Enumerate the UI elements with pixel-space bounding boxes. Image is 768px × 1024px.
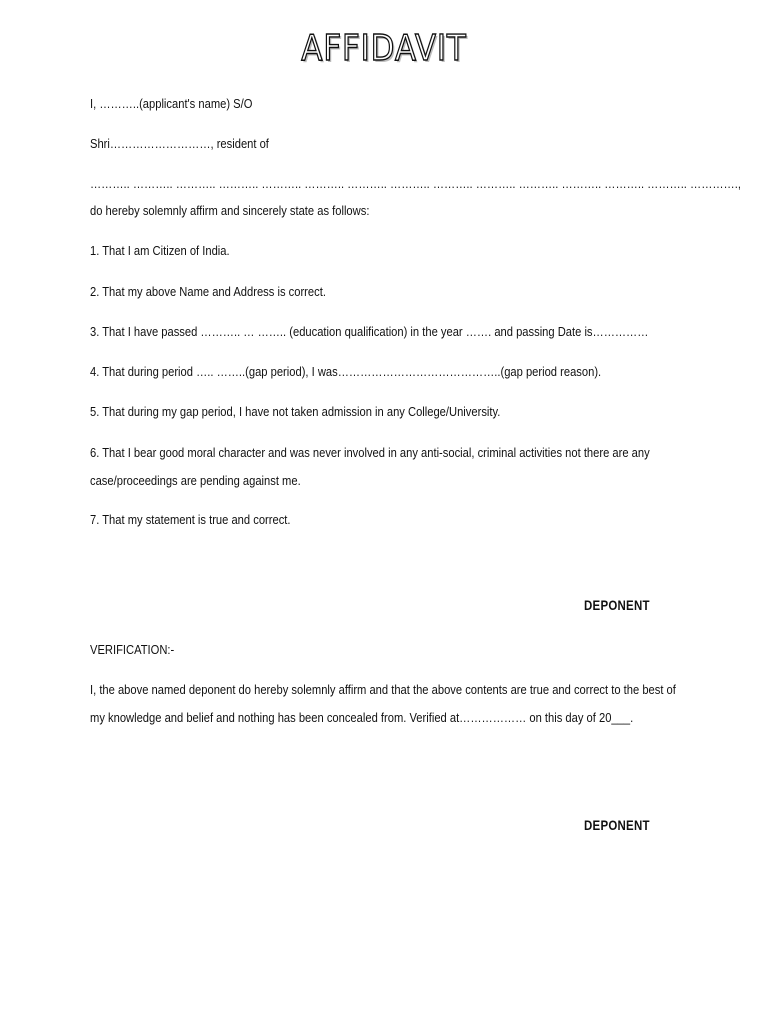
statement-5: 5. That during my gap period, I have not taken admission in any College/University. bbox=[90, 404, 501, 419]
statement-4: 4. That during period ….. ……..(gap period), I was……………………………………..(gap period reason). bbox=[90, 364, 602, 379]
verification-heading: VERIFICATION:- bbox=[90, 642, 175, 657]
deponent-label-bottom: DEPONENT bbox=[584, 817, 650, 833]
statement-3: 3. That I have passed ……….. … …….. (education qualification) in the year ……. and passing Date is…………… bbox=[90, 324, 649, 339]
document-title: AFFIDAVIT bbox=[301, 28, 467, 69]
statement-6: 6. That I bear good moral character and was never involved in any anti-social, criminal activities not there are any case/proceedings are pending against me. bbox=[90, 445, 650, 488]
verification-text: I, the above named deponent do hereby solemnly affirm and that the above contents are true and correct to the best of my knowledge and belief and nothing has been concealed from. Verified at……………… on this day of 20___. bbox=[90, 682, 676, 725]
applicant-line: I, ………..(applicant's name) S/O bbox=[90, 96, 253, 111]
address-dots-line: ……….. ……….. ……….. ……….. ……….. ……….. ……….. ……….. ……….. ……….. ……….. ……….. ……….. ……….. …………., bbox=[90, 176, 741, 191]
affirm-line: do hereby solemnly affirm and sincerely state as follows: bbox=[90, 203, 370, 218]
shri-line: Shri………………………, resident of bbox=[90, 136, 269, 151]
statement-7: 7. That my statement is true and correct. bbox=[90, 512, 291, 527]
statement-2: 2. That my above Name and Address is correct. bbox=[90, 284, 326, 299]
statement-1: 1. That I am Citizen of India. bbox=[90, 243, 230, 258]
deponent-label: DEPONENT bbox=[584, 597, 650, 613]
